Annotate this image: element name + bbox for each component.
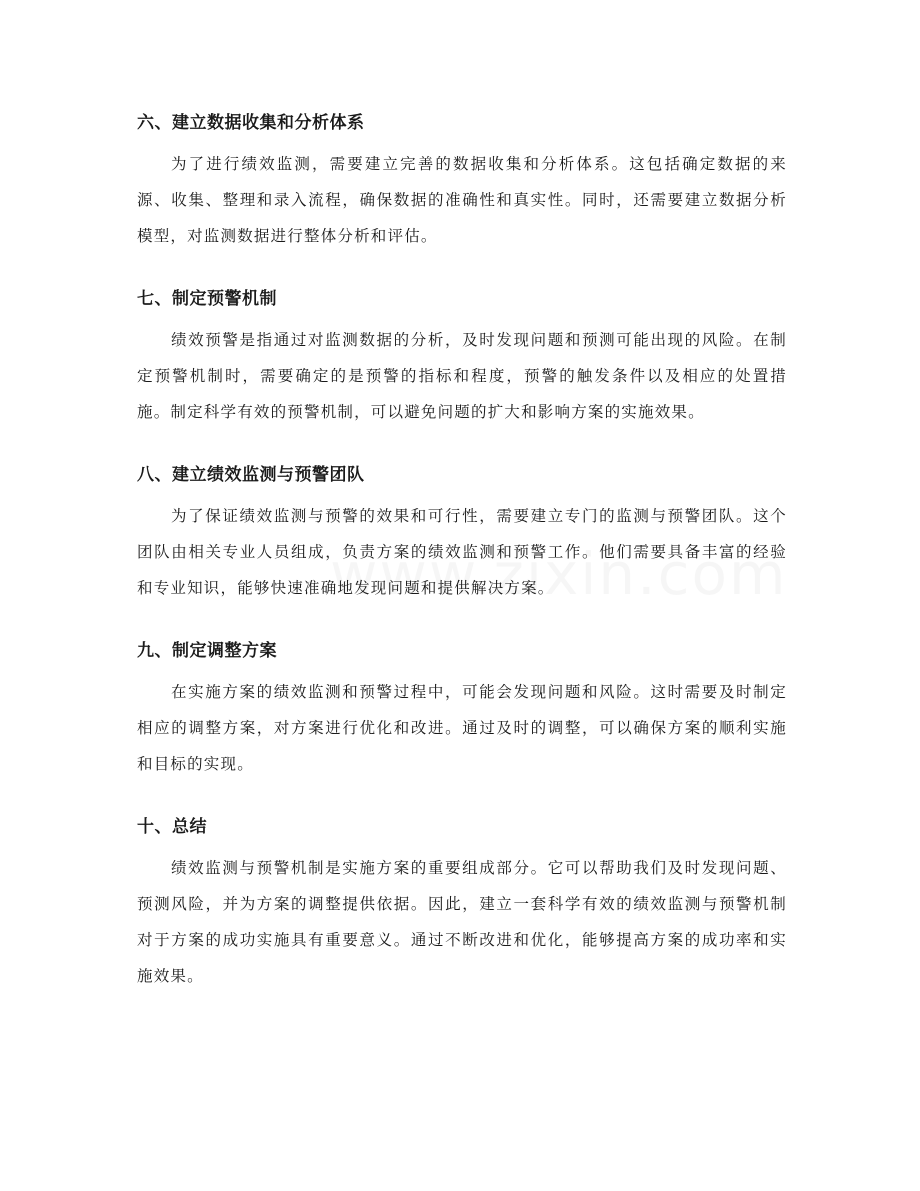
section-heading: 十、总结 [137,817,207,837]
section-paragraph: 绩效预警是指通过对监测数据的分析，及时发现问题和预测可能出现的风险。在制定预警机制时，需要确定的是预警的指标和程度，预警的触发条件以及相应的处置措施。制定科学有效的预警机制，可以避免问题的扩大和影响方案的实施效果。 [137,331,787,421]
section-heading: 九、制定调整方案 [137,641,277,661]
section-9 [137,628,787,782]
section-heading: 八、建立绩效监测与预警团队 [137,465,365,485]
section-heading: 六、建立数据收集和分析体系 [137,113,365,133]
section-8 [137,452,787,606]
section-paragraph: 为了保证绩效监测与预警的效果和可行性，需要建立专门的监测与预警团队。这个团队由相关专业人员组成，负责方案的绩效监测和预警工作。他们需要具备丰富的经验和专业知识，能够快速准确地发现问题和提供解决方案。 [137,507,787,597]
section-10 [137,804,787,994]
section-7 [137,276,787,430]
section-paragraph: 为了进行绩效监测，需要建立完善的数据收集和分析体系。这包括确定数据的来源、收集、整理和录入流程，确保数据的准确性和真实性。同时，还需要建立数据分析模型，对监测数据进行整体分析和评估。 [137,155,787,245]
document-body [137,100,787,1016]
section-paragraph: 在实施方案的绩效监测和预警过程中，可能会发现问题和风险。这时需要及时制定相应的调整方案，对方案进行优化和改进。通过及时的调整，可以确保方案的顺利实施和目标的实现。 [137,683,787,773]
section-6 [137,100,787,254]
section-paragraph: 绩效监测与预警机制是实施方案的重要组成部分。它可以帮助我们及时发现问题、预测风险，并为方案的调整提供依据。因此，建立一套科学有效的绩效监测与预警机制对于方案的成功实施具有重要意义。通过不断改进和优化，能够提高方案的成功率和实施效果。 [137,859,787,985]
section-heading: 七、制定预警机制 [137,289,277,309]
